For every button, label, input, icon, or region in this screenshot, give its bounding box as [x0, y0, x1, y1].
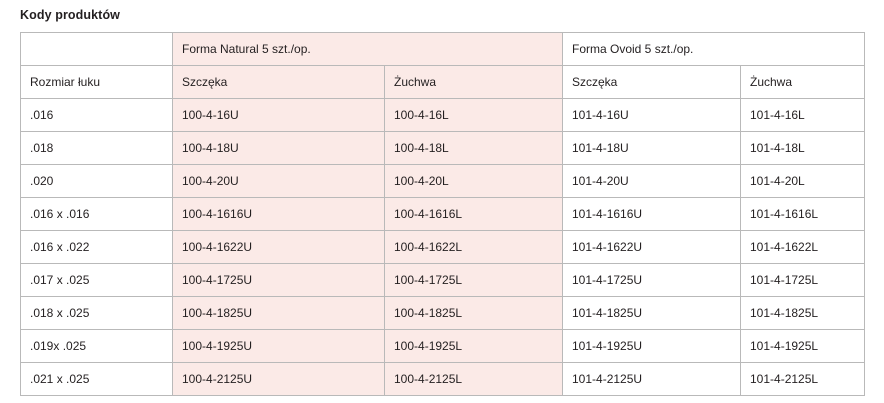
cell-natural-lower: 100-4-1616L: [385, 198, 563, 231]
cell-natural-lower: 100-4-2125L: [385, 363, 563, 396]
table-row: [21, 363, 865, 396]
cell-arch-size: .018 x .025: [21, 297, 173, 330]
table-group-header-row: [21, 33, 865, 66]
table-caption: Kody produktów: [20, 8, 121, 22]
group-header-natural: Forma Natural 5 szt./op.: [173, 33, 563, 66]
cell-ovoid-lower: 101-4-1622L: [741, 231, 865, 264]
cell-ovoid-upper: 101-4-1825U: [563, 297, 741, 330]
cell-arch-size: .019x .025: [21, 330, 173, 363]
cell-arch-size: .016 x .016: [21, 198, 173, 231]
cell-ovoid-upper: 101-4-16U: [563, 99, 741, 132]
cell-ovoid-upper: 101-4-1622U: [563, 231, 741, 264]
cell-ovoid-upper: 101-4-2125U: [563, 363, 741, 396]
subheader-natural-lower: Żuchwa: [385, 66, 563, 99]
subheader-natural-upper: Szczęka: [173, 66, 385, 99]
cell-natural-upper: 100-4-16U: [173, 99, 385, 132]
cell-natural-upper: 100-4-1622U: [173, 231, 385, 264]
cell-ovoid-upper: 101-4-18U: [563, 132, 741, 165]
table-row: [21, 330, 865, 363]
cell-natural-upper: 100-4-1825U: [173, 297, 385, 330]
table-row: [21, 132, 865, 165]
cell-natural-lower: 100-4-1725L: [385, 264, 563, 297]
cell-arch-size: .021 x .025: [21, 363, 173, 396]
subheader-arch-size: Rozmiar łuku: [21, 66, 173, 99]
group-header-empty: [21, 33, 173, 66]
cell-natural-upper: 100-4-2125U: [173, 363, 385, 396]
cell-natural-lower: 100-4-1925L: [385, 330, 563, 363]
cell-ovoid-upper: 101-4-1616U: [563, 198, 741, 231]
cell-arch-size: .016 x .022: [21, 231, 173, 264]
cell-ovoid-lower: 101-4-20L: [741, 165, 865, 198]
cell-arch-size: .018: [21, 132, 173, 165]
group-header-ovoid: Forma Ovoid 5 szt./op.: [563, 33, 865, 66]
cell-ovoid-lower: 101-4-1616L: [741, 198, 865, 231]
cell-ovoid-lower: 101-4-18L: [741, 132, 865, 165]
table-row: [21, 231, 865, 264]
cell-ovoid-lower: 101-4-1825L: [741, 297, 865, 330]
cell-arch-size: .016: [21, 99, 173, 132]
cell-arch-size: .017 x .025: [21, 264, 173, 297]
cell-ovoid-upper: 101-4-20U: [563, 165, 741, 198]
cell-ovoid-lower: 101-4-1925L: [741, 330, 865, 363]
table-row: [21, 165, 865, 198]
table-row: [21, 198, 865, 231]
cell-ovoid-lower: 101-4-16L: [741, 99, 865, 132]
table-row: [21, 297, 865, 330]
cell-natural-lower: 100-4-20L: [385, 165, 563, 198]
cell-natural-lower: 100-4-16L: [385, 99, 563, 132]
table-body: [21, 99, 865, 396]
cell-natural-lower: 100-4-1622L: [385, 231, 563, 264]
cell-natural-upper: 100-4-18U: [173, 132, 385, 165]
cell-natural-upper: 100-4-1925U: [173, 330, 385, 363]
product-codes-table: [20, 32, 865, 396]
cell-ovoid-lower: 101-4-2125L: [741, 363, 865, 396]
subheader-ovoid-upper: Szczęka: [563, 66, 741, 99]
cell-ovoid-upper: 101-4-1725U: [563, 264, 741, 297]
subheader-ovoid-lower: Żuchwa: [741, 66, 865, 99]
table-row: [21, 99, 865, 132]
cell-natural-lower: 100-4-1825L: [385, 297, 563, 330]
cell-arch-size: .020: [21, 165, 173, 198]
cell-natural-upper: 100-4-1616U: [173, 198, 385, 231]
table-row: [21, 264, 865, 297]
cell-natural-upper: 100-4-1725U: [173, 264, 385, 297]
cell-ovoid-lower: 101-4-1725L: [741, 264, 865, 297]
cell-ovoid-upper: 101-4-1925U: [563, 330, 741, 363]
cell-natural-lower: 100-4-18L: [385, 132, 563, 165]
table-subheader-row: [21, 66, 865, 99]
cell-natural-upper: 100-4-20U: [173, 165, 385, 198]
